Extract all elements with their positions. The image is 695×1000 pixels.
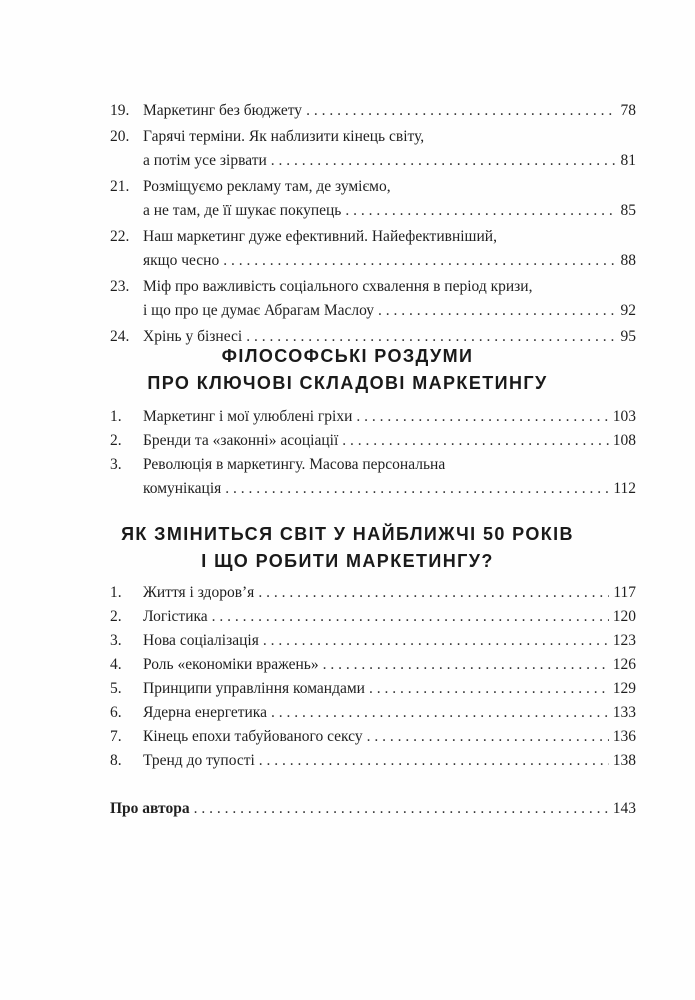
entry-page: 123 xyxy=(612,632,636,649)
toc-entry xyxy=(110,725,636,749)
entry-title: а не там, де її шукає покупець xyxy=(143,202,342,219)
toc-entry xyxy=(110,605,636,629)
entry-page: 81 xyxy=(620,152,636,169)
entry-title: якщо чесно xyxy=(143,252,220,269)
entry-number: 2. xyxy=(110,432,122,449)
dot-leader xyxy=(263,629,609,653)
entry-number: 2. xyxy=(110,608,122,625)
dot-leader xyxy=(323,653,609,677)
dot-leader xyxy=(367,725,609,749)
entry-title: Принципи управління командами xyxy=(143,680,365,697)
entry-number: 8. xyxy=(110,752,122,769)
dot-leader xyxy=(369,677,609,701)
entry-title-line: Міф про важливість соціального схвалення в період кризи, xyxy=(143,278,533,295)
heading-line: І ЩО РОБИТИ МАРКЕТИНГУ? xyxy=(201,551,494,571)
dot-leader xyxy=(212,605,609,629)
entry-number: 19. xyxy=(110,102,130,119)
heading-line: ЯК ЗМІНИТЬСЯ СВІТ У НАЙБЛИЖЧІ 50 РОКІВ xyxy=(121,524,574,544)
section-heading xyxy=(0,343,695,397)
entry-title: Тренд до тупості xyxy=(143,752,255,769)
toc-list-section-2 xyxy=(110,405,636,501)
dot-leader xyxy=(223,249,616,273)
toc-entry xyxy=(110,629,636,653)
toc-entry xyxy=(110,125,636,173)
entry-number: 1. xyxy=(110,408,122,425)
entry-page: 103 xyxy=(612,408,636,425)
entry-title: Роль «економіки вражень» xyxy=(143,656,319,673)
entry-title-line: Революція в маркетингу. Масова персональна xyxy=(143,456,446,473)
toc-entry xyxy=(110,797,636,821)
dot-leader xyxy=(225,477,609,501)
entry-title: а потім усе зірвати xyxy=(143,152,267,169)
entry-page: 92 xyxy=(620,302,636,319)
toc-entry xyxy=(110,701,636,725)
entry-title: Нова соціалізація xyxy=(143,632,259,649)
dot-leader xyxy=(194,797,609,821)
entry-title: Кінець епохи табуйованого сексу xyxy=(143,728,363,745)
dot-leader xyxy=(378,299,616,323)
toc-entry xyxy=(110,275,636,323)
author-label: Про автора xyxy=(110,800,190,817)
entry-title: Хрінь у бізнесі xyxy=(143,328,243,345)
entry-page: 143 xyxy=(612,800,636,817)
entry-page: 117 xyxy=(613,584,636,601)
dot-leader xyxy=(259,749,609,773)
heading-line: ПРО КЛЮЧОВІ СКЛАДОВІ МАРКЕТИНГУ xyxy=(147,373,548,393)
heading-line: ФІЛОСОФСЬКІ РОЗДУМИ xyxy=(221,346,474,366)
toc-entry xyxy=(110,405,636,429)
toc-list-section-1 xyxy=(110,99,636,349)
toc-entry xyxy=(110,453,636,501)
entry-page: 120 xyxy=(612,608,636,625)
entry-page: 95 xyxy=(620,328,636,345)
entry-title: Логістика xyxy=(143,608,208,625)
toc-entry xyxy=(110,99,636,123)
toc-entry xyxy=(110,175,636,223)
entry-page: 133 xyxy=(612,704,636,721)
toc-entry xyxy=(110,677,636,701)
entry-number: 5. xyxy=(110,680,122,697)
entry-title: Життя і здоров’я xyxy=(143,584,255,601)
entry-title-line: Розміщуємо рекламу там, де зуміємо, xyxy=(143,178,391,195)
entry-page: 138 xyxy=(612,752,636,769)
toc-entry xyxy=(110,225,636,273)
entry-number: 1. xyxy=(110,584,122,601)
entry-number: 6. xyxy=(110,704,122,721)
entry-number: 7. xyxy=(110,728,122,745)
entry-page: 85 xyxy=(620,202,636,219)
dot-leader xyxy=(306,99,616,123)
toc-entry xyxy=(110,581,636,605)
entry-number: 4. xyxy=(110,656,122,673)
entry-title-line: Гарячі терміни. Як наблизити кінець світу, xyxy=(143,128,425,145)
entry-title: Бренди та «законні» асоціації xyxy=(143,432,339,449)
entry-page: 136 xyxy=(612,728,636,745)
dot-leader xyxy=(342,429,608,453)
dot-leader xyxy=(345,199,616,223)
entry-number: 20. xyxy=(110,128,130,145)
dot-leader xyxy=(258,581,609,605)
dot-leader xyxy=(271,149,617,173)
entry-page: 88 xyxy=(620,252,636,269)
toc-list-section-3 xyxy=(110,581,636,773)
entry-number: 23. xyxy=(110,278,130,295)
toc-author-entry xyxy=(110,797,636,821)
entry-number: 24. xyxy=(110,328,130,345)
entry-title: Маркетинг без бюджету xyxy=(143,102,303,119)
entry-number: 3. xyxy=(110,456,122,473)
entry-page: 112 xyxy=(613,480,636,497)
entry-page: 126 xyxy=(612,656,636,673)
entry-page: 108 xyxy=(612,432,636,449)
entry-title: і що про це думає Абрагам Маслоу xyxy=(143,302,375,319)
dot-leader xyxy=(356,405,608,429)
toc-entry xyxy=(110,749,636,773)
entry-title: комунікація xyxy=(143,480,222,497)
entry-page: 129 xyxy=(612,680,636,697)
entry-title: Маркетинг і мої улюблені гріхи xyxy=(143,408,353,425)
toc-entry xyxy=(110,653,636,677)
toc-entry xyxy=(110,429,636,453)
entry-number: 21. xyxy=(110,178,130,195)
entry-page: 78 xyxy=(620,102,636,119)
entry-title-line: Наш маркетинг дуже ефективний. Найефективніший, xyxy=(143,228,497,245)
section-heading xyxy=(0,521,695,575)
dot-leader xyxy=(271,701,609,725)
entry-number: 22. xyxy=(110,228,130,245)
entry-number: 3. xyxy=(110,632,122,649)
entry-title: Ядерна енергетика xyxy=(143,704,267,721)
